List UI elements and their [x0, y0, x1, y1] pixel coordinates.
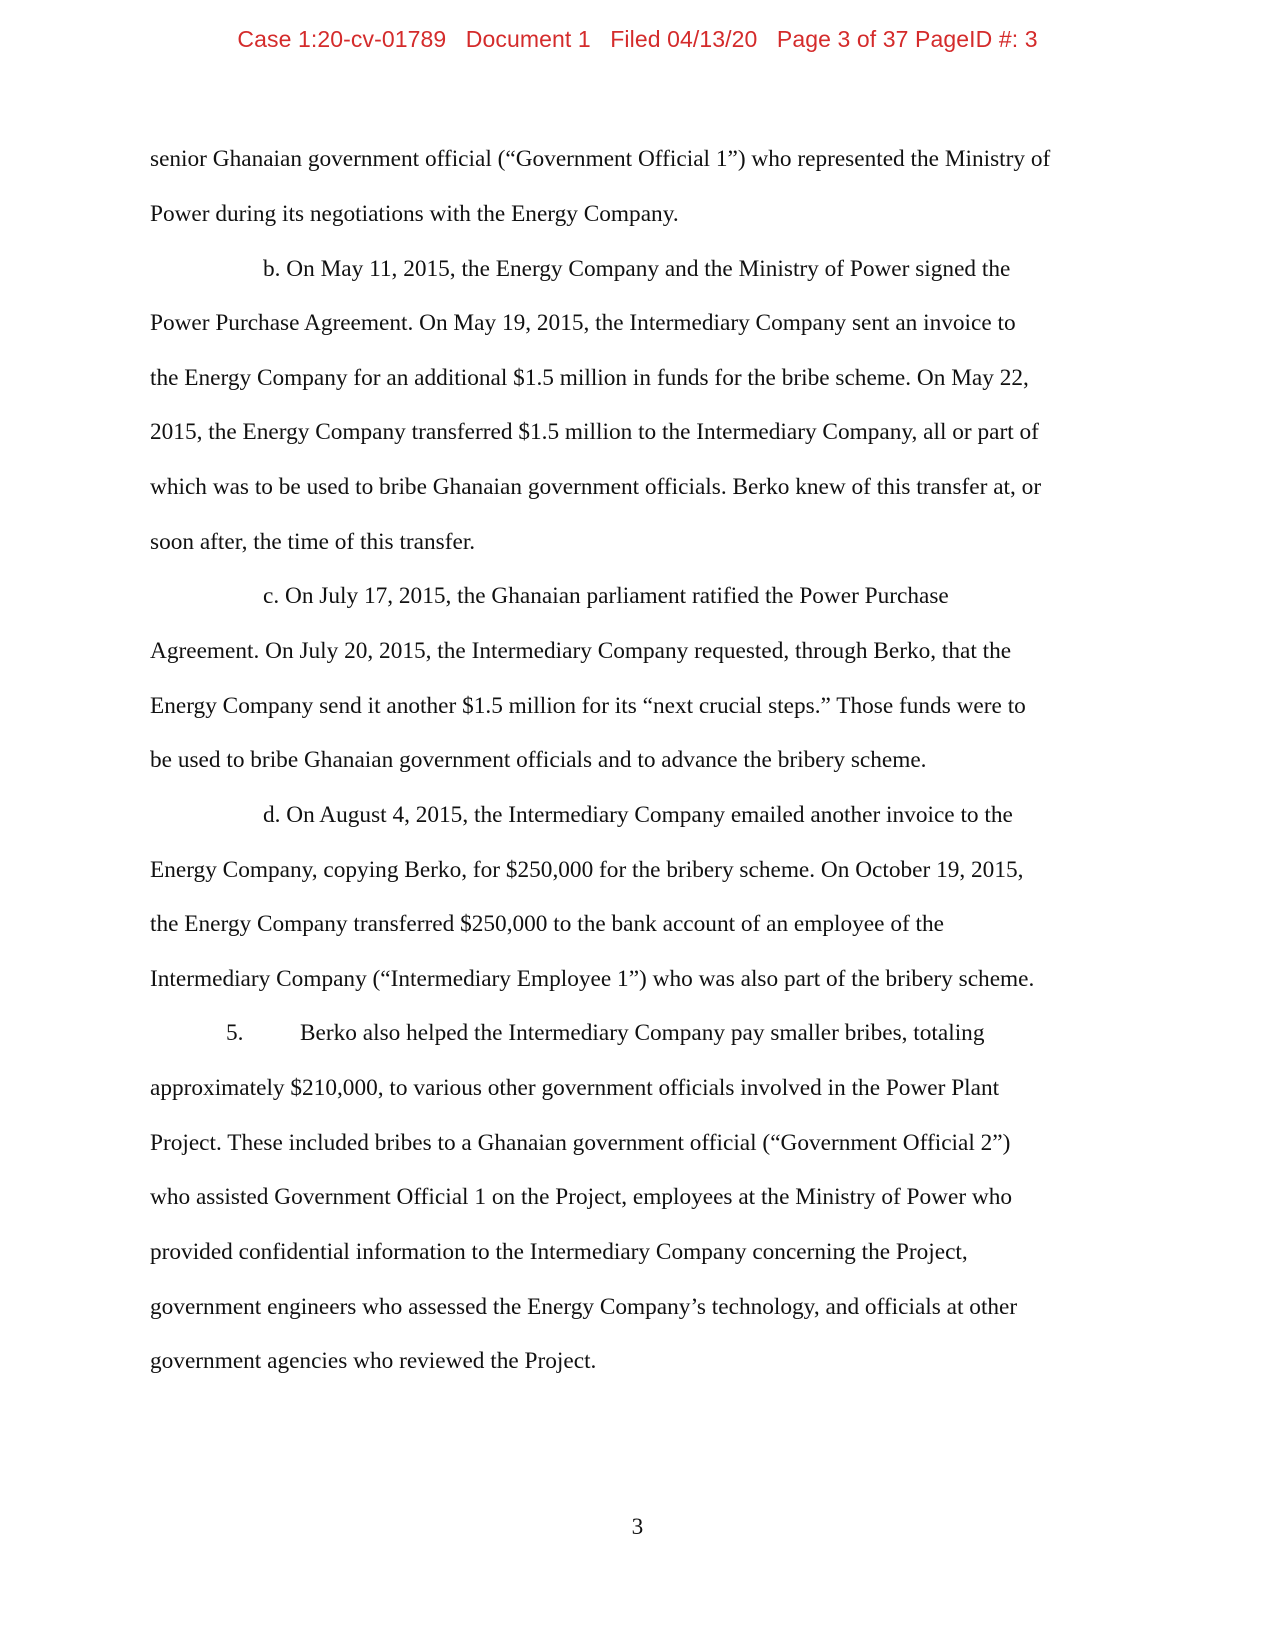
body-line: Energy Company, copying Berko, for $250,000 for the bribery scheme. On October 19, 2015, — [150, 857, 1024, 883]
case-header-stamp: Case 1:20-cv-01789 Document 1 Filed 04/13/20 Page 3 of 37 PageID #: 3 — [237, 26, 1038, 52]
body-line: soon after, the time of this transfer. — [150, 529, 476, 555]
body-line: provided confidential information to the Intermediary Company concerning the Project, — [150, 1239, 968, 1265]
body-line: c. On July 17, 2015, the Ghanaian parliament ratified the Power Purchase — [263, 583, 949, 609]
body-line: who assisted Government Official 1 on the Project, employees at the Ministry of Power who — [150, 1184, 1013, 1210]
body-line: government engineers who assessed the Energy Company’s technology, and officials at other — [150, 1294, 1018, 1320]
body-line: b. On May 11, 2015, the Energy Company and the Ministry of Power signed the — [263, 256, 1011, 282]
body-line: d. On August 4, 2015, the Intermediary Company emailed another invoice to the — [263, 802, 1013, 828]
body-line: 2015, the Energy Company transferred $1.5 million to the Intermediary Company, all or part of — [150, 419, 1039, 445]
body-line: Berko also helped the Intermediary Company pay smaller bribes, totaling — [300, 1020, 985, 1046]
body-line: be used to bribe Ghanaian government officials and to advance the bribery scheme. — [150, 747, 927, 773]
body-line: the Energy Company transferred $250,000 to the bank account of an employee of the — [150, 911, 945, 937]
body-line: approximately $210,000, to various other government officials involved in the Power Plant — [150, 1075, 1000, 1101]
body-line: Project. These included bribes to a Ghanaian government official (“Government Official 2”) — [150, 1130, 1011, 1156]
body-line: government agencies who reviewed the Project. — [150, 1348, 597, 1374]
body-line: senior Ghanaian government official (“Government Official 1”) who represented the Ministry of — [150, 146, 1051, 172]
body-line: which was to be used to bribe Ghanaian government officials. Berko knew of this transfer at, or — [150, 474, 1042, 500]
paragraph-number: 5. — [226, 1020, 244, 1046]
body-line: the Energy Company for an additional $1.5 million in funds for the bribe scheme. On May 22, — [150, 365, 1029, 391]
body-line: Agreement. On July 20, 2015, the Intermediary Company requested, through Berko, that the — [150, 638, 1012, 664]
body-line: Energy Company send it another $1.5 million for its “next crucial steps.” Those funds were to — [150, 693, 1026, 719]
body-line: Power during its negotiations with the Energy Company. — [150, 201, 679, 227]
body-line: Intermediary Company (“Intermediary Employee 1”) who was also part of the bribery scheme. — [150, 966, 1035, 992]
body-line: Power Purchase Agreement. On May 19, 2015, the Intermediary Company sent an invoice to — [150, 310, 1016, 336]
page-number: 3 — [631, 1514, 644, 1540]
